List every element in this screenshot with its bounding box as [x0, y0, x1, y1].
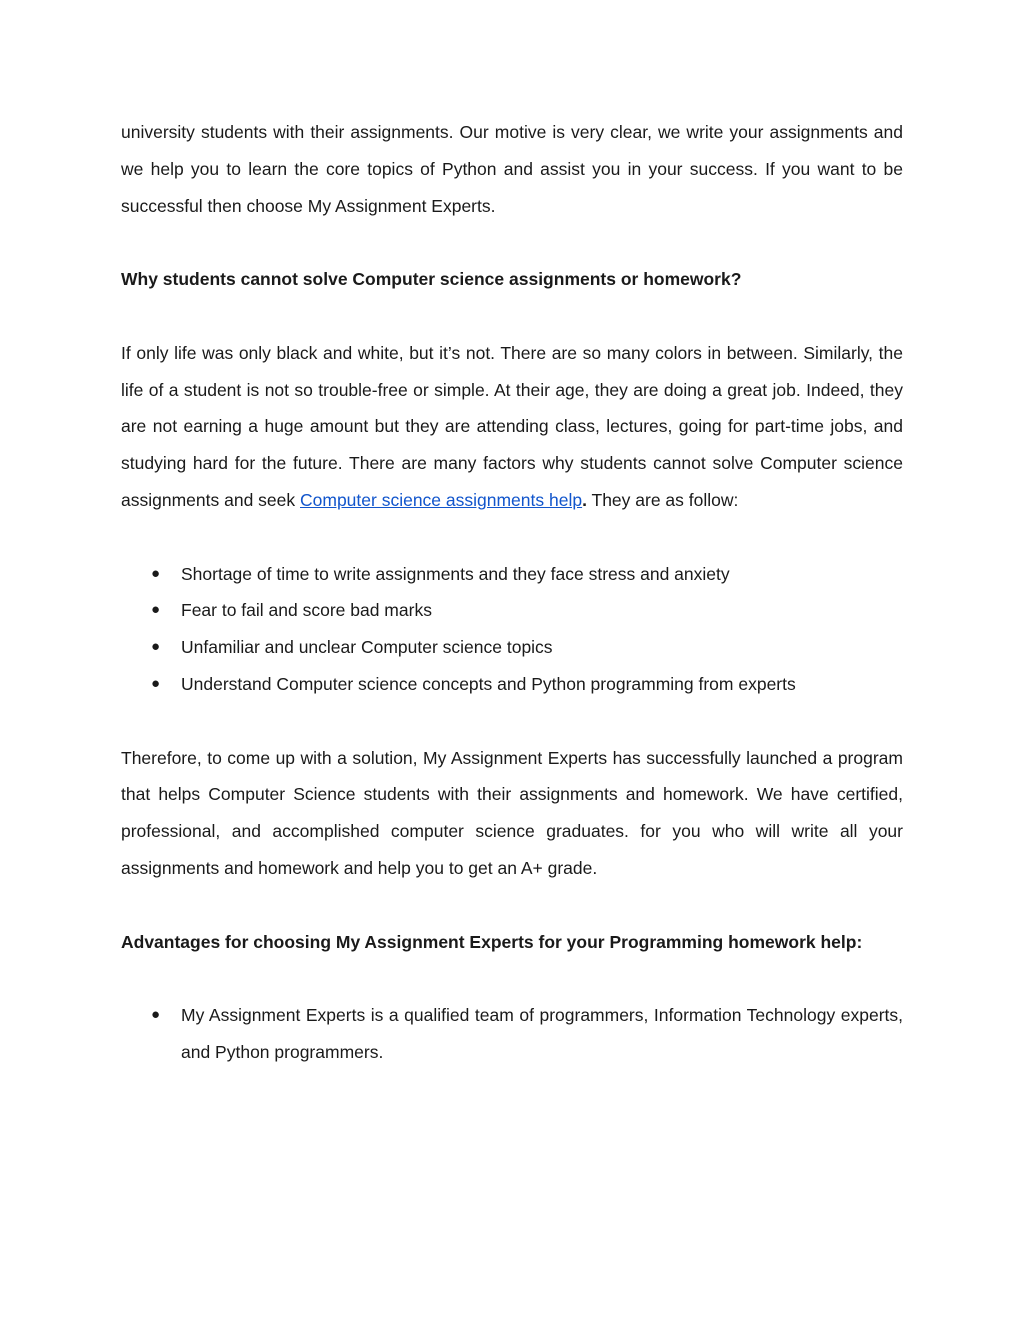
intro-paragraph: university students with their assignments. Our motive is very clear, we write your assignments and we help you to learn the core topics of Python and assist you in your success. If you want to be successful then choose My Assignment Experts.: [121, 122, 903, 216]
factors-paragraph-tail: They are as follow:: [586, 489, 739, 510]
bullet-icon: ●: [151, 674, 161, 692]
spacer: [121, 703, 903, 740]
list-item: [121, 629, 903, 666]
list-item-text: Unfamiliar and unclear Computer science topics: [181, 637, 553, 658]
list-item-text: Understand Computer science concepts and Python programming from experts: [181, 673, 796, 694]
spacer: [121, 960, 903, 997]
list-item: [121, 666, 903, 703]
bullet-icon: ●: [151, 601, 161, 619]
list-item-text: Shortage of time to write assignments and they face stress and anxiety: [181, 563, 730, 584]
reasons-list: [121, 556, 903, 703]
spacer: [121, 298, 903, 335]
spacer: [121, 224, 903, 261]
list-item: [121, 592, 903, 629]
factors-paragraph: [121, 335, 903, 519]
bullet-icon: ●: [151, 638, 161, 656]
list-item: [121, 556, 903, 593]
spacer: [121, 887, 903, 924]
list-item: [121, 997, 903, 1071]
spacer: [121, 519, 903, 556]
bold-period: .: [582, 489, 587, 510]
document-page: [121, 114, 903, 1071]
list-item-text: My Assignment Experts is a qualified team of programmers, Information Technology experts, and Python programmers.: [181, 1005, 903, 1062]
section-heading-advantages: Advantages for choosing My Assignment Experts for your Programming homework help:: [121, 931, 863, 952]
solution-paragraph: Therefore, to come up with a solution, My Assignment Experts has successfully launched a program that helps Computer Science students with their assignments and homework. We have certified, professional, and accomplished computer science graduates. for you who will write all your assignments and homework and help you to get an A+ grade.: [121, 747, 903, 878]
computer-science-help-link[interactable]: Computer science assignments help: [300, 489, 583, 510]
factors-paragraph-text: If only life was only black and white, but it’s not. There are so many colors in between. Similarly, the life of a student is not so trouble-free or simple. At their age, they are doing a great job. Indeed, they are not earning a huge amount but they are attending class, lectures, going for part-time jobs, and studying hard for the future. There are many factors why students cannot solve Computer science assignments and seek: [121, 342, 903, 510]
list-item-text: Fear to fail and score bad marks: [181, 600, 432, 621]
bullet-icon: ●: [151, 564, 161, 582]
section-heading-why-students: Why students cannot solve Computer science assignments or homework?: [121, 269, 742, 290]
bullet-icon: ●: [151, 1006, 161, 1024]
advantages-list: [121, 997, 903, 1071]
